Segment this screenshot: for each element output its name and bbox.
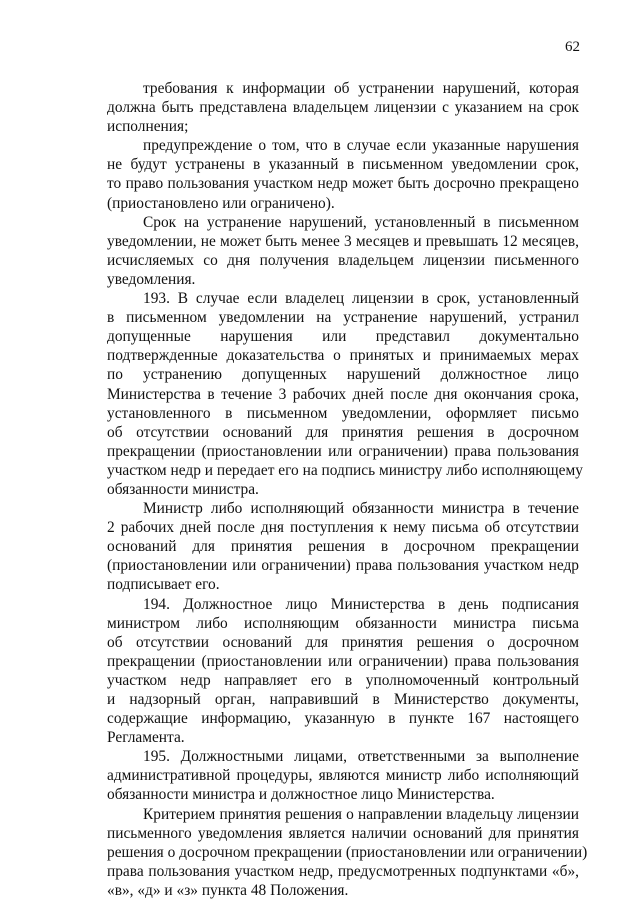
text-line: Министерства в течение 3 рабочих дней после дня окончания срока, [107,385,579,403]
text-line: права пользования участком недр, предусмотренных подпунктами «б», [107,862,579,880]
text-line: Срок на устранение нарушений, установленный в письменном [143,213,579,231]
text-line: участком недр направляет его в уполномоченный контрольный [107,671,579,689]
text-line: Министр либо исполняющий обязанности министра в течение [143,500,579,518]
text-line: Регламента. [107,729,185,747]
text-line: (приостановлено или ограничено). [107,194,335,212]
text-line: решения о досрочном прекращении (приостановлении или ограничении) [107,843,588,861]
text-line: об отсутствии оснований для принятия решения в досрочном [107,423,579,441]
paragraph [107,805,588,900]
text-line: не будут устранены в указанный в письменном уведомлении срок, [107,156,579,174]
text-line: об отсутствии оснований для принятия решения о досрочном [107,633,579,651]
text-line: министром либо исполняющим обязанности министра письма [107,614,579,632]
page-number: 62 [565,39,580,55]
text-line: и надзорный орган, направивший в Министерство документы, [107,691,579,708]
text-line: «в», «д» и «з» пункта 48 Положения. [107,881,349,899]
text-line: подтвержденные доказательства о принятых и принимаемых мерах [107,347,579,365]
document-body [107,79,588,900]
text-line: 2 рабочих дней после дня поступления к нему письма об отсутствии [107,519,579,537]
text-line: то право пользования участком недр может быть досрочно прекращено [107,175,579,193]
paragraph [107,136,579,212]
text-line: подписывает его. [107,576,220,594]
text-line: установленного в письменном уведомлении, оформляет письмо [107,404,579,422]
text-line: содержащие информацию, указанную в пункте 167 настоящего [107,710,579,728]
text-line: исчисляемых со дня получения владельцем лицензии письменного [107,251,579,269]
text-line: (приостановлении или ограничении) права пользования участком недр [107,557,579,575]
text-line: административной процедуры, являются министр либо исполняющий [107,767,579,785]
text-line: уведомлении, не может быть менее 3 месяцев и превышать 12 месяцев, [107,232,579,250]
text-line: уведомления. [107,270,196,288]
text-line: 195. Должностными лицами, ответственными за выполнение [143,748,579,766]
paragraph [107,213,579,289]
text-line: участком недр и передает его на подпись министру либо исполняющему [107,461,583,479]
text-line: предупреждение о том, что в случае если указанные нарушения [143,137,579,155]
paragraph [107,595,579,748]
text-line: требования к информации об устранении нарушений, которая [143,80,579,97]
text-line: допущенные нарушения или представил документально [107,328,579,346]
paragraph [107,79,579,136]
text-line: по устранению допущенных нарушений должностное лицо [107,366,579,384]
text-line: обязанности министра и должностное лицо Министерства. [107,786,495,804]
text-line: 194. Должностное лицо Министерства в день подписания [143,595,579,613]
text-line: письменного уведомления является наличии оснований для принятия [107,824,579,842]
text-line: Критерием принятия решения о направлении владельцу лицензии [143,805,579,823]
paragraph [107,499,579,594]
text-line: в письменном уведомлении на устранение нарушений, устранил [107,309,579,327]
text-line: обязанности министра. [107,480,259,498]
text-line: оснований для принятия решения в досрочном прекращении [107,538,579,556]
text-line: прекращении (приостановлении или ограничении) права пользования [107,442,579,460]
text-line: исполнения; [107,118,189,136]
paragraph [107,747,579,804]
text-line: 193. В случае если владелец лицензии в срок, установленный [143,290,579,308]
text-line: должна быть представлена владельцем лицензии с указанием на срок [107,99,579,117]
paragraph [107,289,583,499]
text-line: прекращении (приостановлении или ограничении) права пользования [107,652,579,670]
